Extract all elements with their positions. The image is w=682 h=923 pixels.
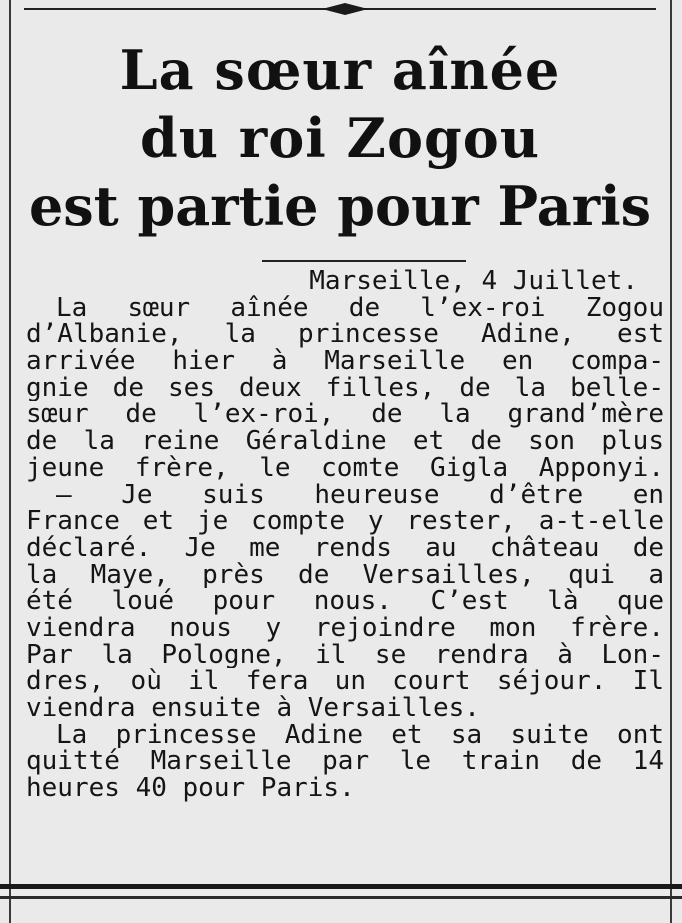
article-line: déclaré. Je me rends au château de [26, 534, 664, 562]
headline [14, 36, 666, 240]
article-line: de la reine Géraldine et de son plus [26, 428, 664, 455]
article-line: sœur de l’ex-roi, de la grand’mère [26, 401, 664, 429]
dateline: Marseille, 4 Juillet. [309, 268, 638, 295]
article-line: viendra ensuite à Versailles. [26, 695, 480, 722]
article-line: gnie de ses deux filles, de la belle- [26, 374, 664, 402]
article-line: d’Albanie, la princesse Adine, est [26, 321, 664, 349]
column-rule-right [670, 0, 672, 923]
headline-line-2: du roi Zogou [139, 106, 541, 170]
article-line: jeune frère, le comte Gigla Apponyi. [26, 454, 664, 482]
article-body [26, 268, 664, 802]
headline-line-3: est partie pour Paris [28, 174, 652, 238]
article-line: La sœur aînée de l’ex-roi Zogou [56, 294, 664, 322]
article-line: la Maye, près de Versailles, qui a [26, 561, 664, 589]
article-line: arrivée hier à Marseille en compa- [26, 348, 664, 375]
bottom-rule [0, 884, 682, 889]
article-line: La princesse Adine et sa suite ont [56, 721, 664, 749]
article-line: Par la Pologne, il se rendra à Lon- [26, 641, 664, 669]
article-line: dres, où il fera un court séjour. Il [26, 668, 664, 695]
article-line: quitté Marseille par le train de 14 [26, 748, 664, 776]
headline-rule [262, 260, 466, 262]
diamond-ornament-icon [322, 1, 368, 17]
article-line: viendra nous y rejoindre mon frère. [26, 614, 664, 642]
article-line: heures 40 pour Paris. [26, 775, 355, 802]
headline-line-1: La sœur aînée [119, 38, 561, 102]
column-rule-left [9, 0, 11, 923]
article-line: été loué pour nous. C’est là que [26, 588, 664, 615]
article-line: France et je compte y rester, a-t-elle [26, 508, 664, 535]
article-line: — Je suis heureuse d’être en [56, 481, 664, 509]
bottom-rule-thin [0, 896, 682, 899]
